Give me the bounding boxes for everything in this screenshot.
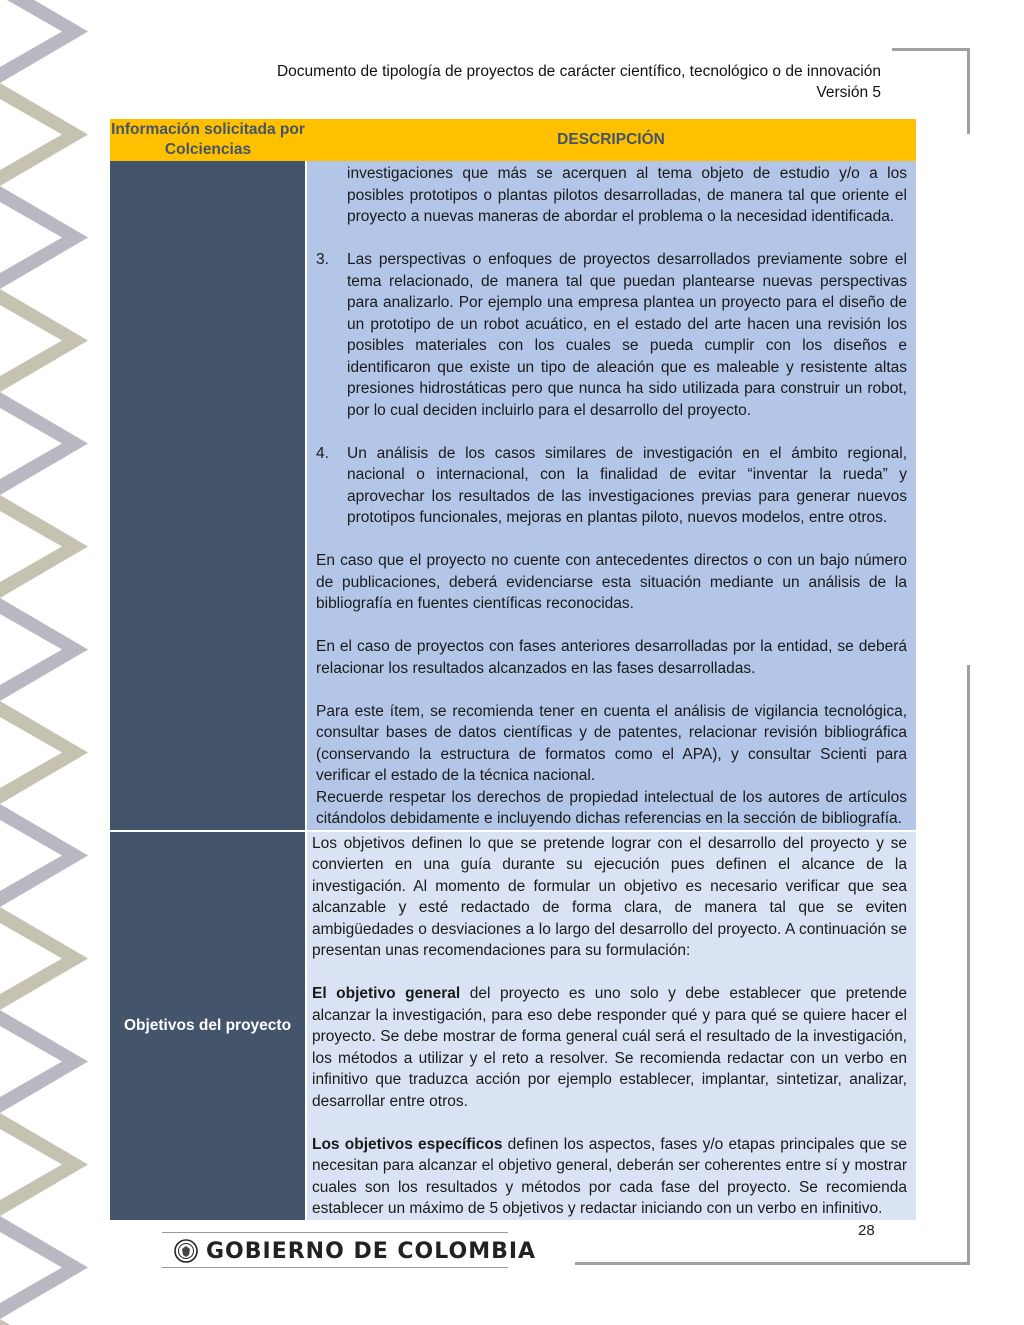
government-logo (174, 1237, 536, 1265)
paragraph-intellectual-property: Recuerde respetar los derechos de propiedad intelectual de los autores de artículos citándolos debidamente e incluyendo dichas referencias en la sección de bibliografía. (316, 788, 907, 827)
column-header-description: DESCRIPCIÓN (306, 119, 916, 161)
list-item-4: 4. Un análisis de los casos similares de investigación en el ámbito regional, nacional o internacional, con la finalidad de evitar “inventar la rueda” y aprovechar los resultados de las investigaciones previas para generar nuevos prototipos funcionales, mejoras en plantas piloto, nuevos modelos, entre otros. (316, 444, 907, 526)
objectives-label: Objetivos del proyecto (123, 1016, 292, 1034)
paragraph-previous-phases: En el caso de proyectos con fases anteriores desarrolladas por la entidad, se deberá relacionar los resultados alcanzados en las fases desarrolladas. (316, 638, 907, 677)
row2-label-cell (110, 831, 306, 1220)
header-title: Documento de tipología de proyectos de carácter científico, tecnológico o de innovación (276, 63, 881, 80)
page-frame-bottom (575, 1262, 970, 1265)
government-logo-text: GOBIERNO DE COLOMBIA (206, 1238, 537, 1264)
page-frame-top (892, 48, 970, 51)
row2-description-cell (306, 831, 916, 1220)
footer-divider-top (162, 1232, 508, 1233)
coat-of-arms-icon (174, 1239, 198, 1263)
paragraph-general-objective: El objetivo general del proyecto es uno solo y debe establecer que pretende alcanzar la investigación, para eso debe responder qué y para qué se quiere hacer el proyecto. Se debe mostrar de forma general cuál será el resultado de la investigación, los métodos a utilizar y el reto a resolver. Se recomienda redactar con un verbo en infinitivo que traduzca acción por ejemplo establecer, implantar, sintetizar, analizar, desarrollar entre otros. (312, 985, 907, 1110)
row1-label-cell (110, 161, 306, 831)
item2-continuation: investigaciones que más se acerquen al tema objeto de estudio y/o a los posibles prototipos o plantas pilotos desarrolladas, de manera tal que oriente el proyecto a nuevas maneras de abordar el problema o la necesidad identificada. (347, 165, 907, 225)
decorative-chevron-border (0, 0, 92, 1325)
row1-description-cell (306, 161, 916, 831)
paragraph-objectives-intro: Los objetivos definen lo que se pretende lograr con el desarrollo del proyecto y se convierten en una guía durante su ejecución pues definen el alcance de la investigación. Al momento de formular un objetivo es necesario verificar que sea alcanzable y esté redactado de forma clara, de manera tal que se eviten ambigüedades o desviaciones a lo largo del desarrollo del proyecto. A continuación se presentan unas recomendaciones para su formulación: (312, 834, 907, 959)
paragraph-no-antecedents: En caso que el proyecto no cuente con antecedentes directos o con un bajo número de publicaciones, deberá evidenciarse esta situación mediante un análisis de la bibliografía en fuentes científicas reconocidas. (316, 552, 907, 612)
page-frame-right-bottom (967, 665, 970, 1265)
header-version: Versión 5 (816, 84, 881, 101)
footer-divider-bottom (162, 1267, 508, 1268)
page-frame-right-top (967, 48, 970, 134)
page-number: 28 (858, 1222, 875, 1239)
list-item-3: 3. Las perspectivas o enfoques de proyectos desarrollados previamente sobre el tema relacionado, de manera tal que puedan plantearse nuevas perspectivas para analizarlo. Por ejemplo una empresa plantea un proyecto para el diseño de un prototipo de un robot acuático, en el estado del arte hacen una revisión los posibles materiales con los cuales se pueda cumplir con los diseños e identificaron que existe un tipo de aleación que es maleable y resistente altas presiones hidrostáticas pero que nunca ha sido utilizada para construir un robot, por lo cual deciden incluirlo para el desarrollo del proyecto. (316, 251, 907, 419)
project-typology-table (110, 119, 916, 1220)
document-header (277, 61, 881, 103)
column-header-info: Información solicitada por Colciencias (110, 119, 306, 161)
paragraph-specific-objectives: Los objetivos específicos definen los aspectos, fases y/o etapas principales que se necesitan para alcanzar el objetivo general, deberán ser coherentes entre sí y mostrar cuales son los resultados y métodos por cada fase del proyecto. Se recomienda establecer un máximo de 5 objetivos y redactar iniciando con un verbo en infinitivo. (312, 1135, 907, 1217)
paragraph-technological-surveillance: Para este ítem, se recomienda tener en cuenta el análisis de vigilancia tecnológica, consultar bases de datos científicas y de patentes, relacionar revisión bibliográfica (conservando la estructura de formatos como el APA), y consultar Scienti para verificar el estado de la técnica nacional. (316, 702, 907, 784)
